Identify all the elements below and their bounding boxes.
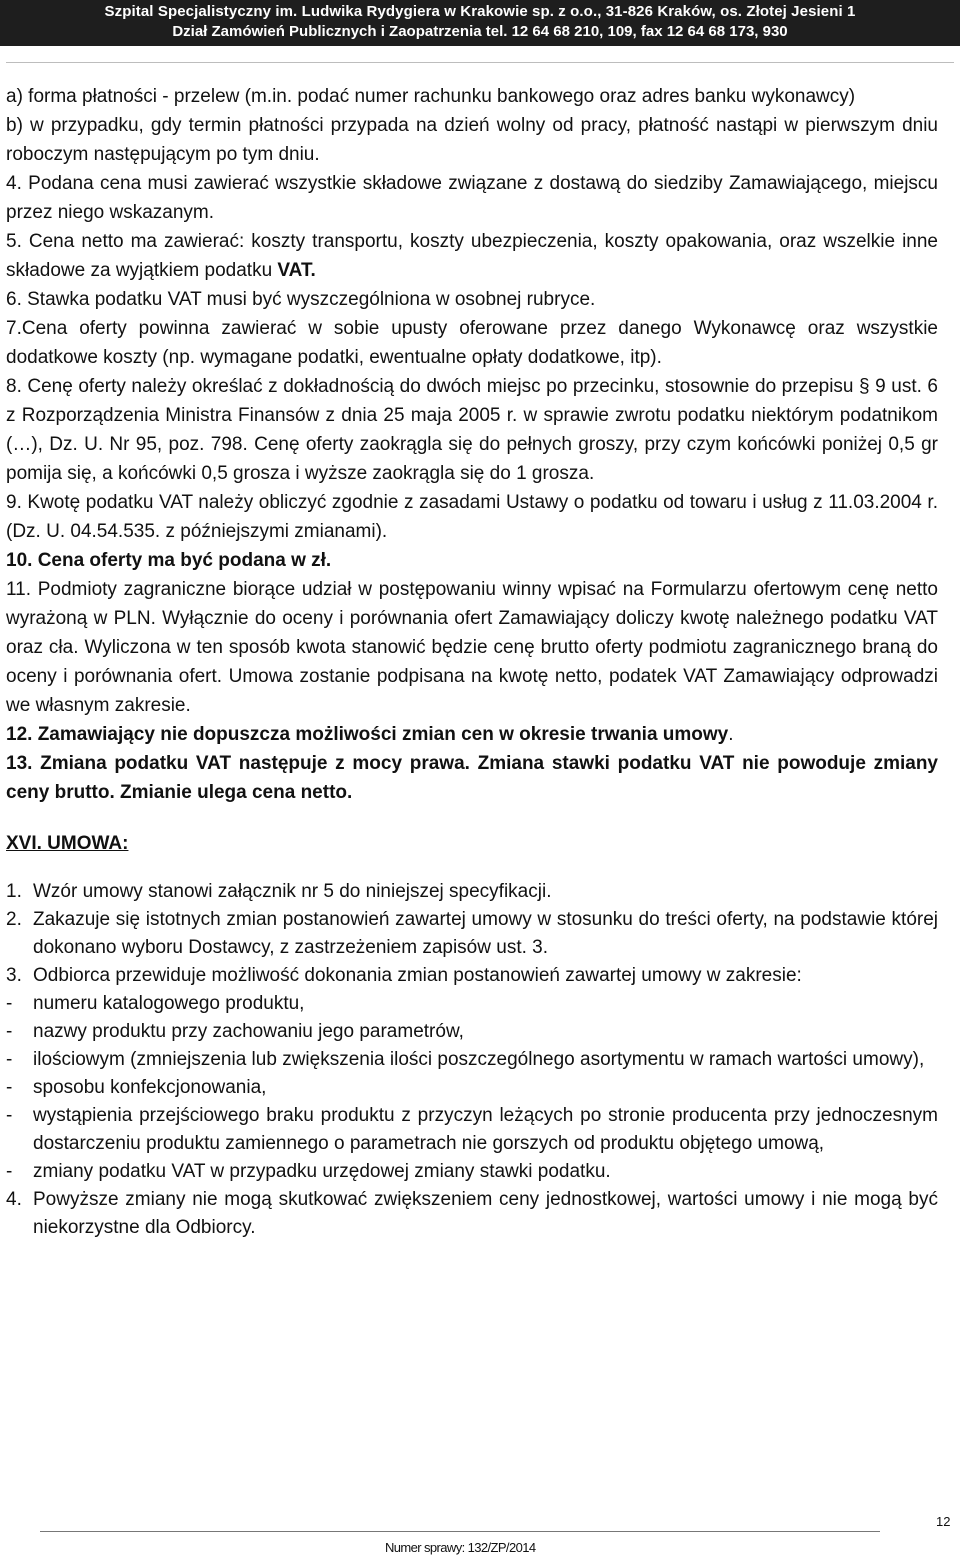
list-item-text: Zakazuje się istotnych zmian postanowień zawartej umowy w stosunku do treści oferty, na podstawie której dokonano wyboru Dostawcy, z zastrzeżeniem zapisów ust. 3. — [33, 909, 938, 958]
list-item — [6, 906, 938, 962]
dash-item-text: sposobu konfekcjonowania, — [33, 1077, 267, 1098]
paragraph-5-text: 5. Cena netto ma zawierać: koszty transportu, koszty ubezpieczenia, koszty opakowania, oraz wszelkie inne składowe za wyjątkiem podatku — [6, 231, 938, 281]
dash-item — [6, 1074, 938, 1102]
case-number: Numer sprawy: 132/ZP/2014 — [385, 1540, 536, 1555]
paragraph-a: a) forma płatności - przelew (m.in. podać numer rachunku bankowego oraz adres banku wykonawcy) — [6, 86, 856, 107]
paragraph-10: 10. Cena oferty ma być podana w zł. — [6, 550, 332, 571]
header-department-line: Dział Zamówień Publicznych i Zaopatrzenia tel. 12 64 68 210, 109, fax 12 64 68 173, 930 — [172, 23, 788, 40]
paragraph-6: 6. Stawka podatku VAT musi być wyszczególniona w osobnej rubryce. — [6, 289, 596, 310]
dash-marker: - — [6, 1021, 13, 1042]
dash-item-text: wystąpienia przejściowego braku produktu z przyczyn leżących po stronie producenta przy jednoczesnym dostarczeniu produktu zamiennego o parametrach nie gorszych od produktu objętego umową, — [33, 1105, 938, 1154]
paragraph-7: 7.Cena oferty powinna zawierać w sobie upusty oferowane przez danego Wykonawcę oraz wszystkie dodatkowe koszty (np. wymagane podatki, ewentualne opłaty dodatkowe, itp). — [6, 318, 938, 368]
dash-marker: - — [6, 1161, 13, 1182]
dash-item-text: ilościowym (zmniejszenia lub zwiększenia ilości poszczególnego asortymentu w ramach wartości umowy), — [33, 1049, 925, 1070]
dash-item-text: nazwy produktu przy zachowaniu jego parametrów, — [33, 1021, 464, 1042]
section-title-umowa: XVI. UMOWA: — [6, 833, 129, 854]
header-hospital-line: Szpital Specjalistyczny im. Ludwika Rydygiera w Krakowie sp. z o.o., 31-826 Kraków, os. Złotej Jesieni 1 — [104, 3, 856, 20]
paragraph-12-text: 12. Zamawiający nie dopuszcza możliwości zmian cen w okresie trwania umowy — [6, 724, 729, 745]
list-item-number: 4. — [6, 1189, 22, 1210]
dash-item — [6, 1102, 938, 1158]
paragraph-12 — [6, 720, 938, 749]
paragraph-9: 9. Kwotę podatku VAT należy obliczyć zgodnie z zasadami Ustawy o podatku od towaru i usług z 11.03.2004 r. (Dz. U. 04.54.535. z późniejszymi zmianami). — [6, 492, 938, 542]
document-body — [6, 82, 938, 1242]
dash-marker: - — [6, 993, 13, 1014]
paragraph-5 — [6, 227, 938, 285]
paragraph-11: 11. Podmioty zagraniczne biorące udział w postępowaniu winny wpisać na Formularzu ofertowym cenę netto wyrażoną w PLN. Wyłącznie do oceny i porównania ofert Zamawiający doliczy kwotę należnego podatku VAT oraz cła. Wyliczona w ten sposób kwota stanowić będzie cenę brutto oferty podmiotu zagranicznego braną do oceny i porównania ofert. Umowa zostanie podpisana na kwotę netto, podatek VAT Zamawiający odprowadzi we własnym zakresie. — [6, 579, 938, 716]
dash-marker: - — [6, 1077, 13, 1098]
list-item-number: 2. — [6, 909, 22, 930]
list-item — [6, 1186, 938, 1242]
paragraph-13: 13. Zmiana podatku VAT następuje z mocy prawa. Zmiana stawki podatku VAT nie powoduje zmiany ceny brutto. Zmianie ulega cena netto. — [6, 753, 938, 803]
list-item-number: 3. — [6, 965, 22, 986]
dash-item — [6, 1018, 938, 1046]
dash-marker: - — [6, 1105, 13, 1126]
dash-item-text: zmiany podatku VAT w przypadku urzędowej zmiany stawki podatku. — [33, 1161, 611, 1182]
list-item-number: 1. — [6, 881, 22, 902]
document-header — [0, 0, 960, 46]
dash-item — [6, 990, 938, 1018]
list-item — [6, 962, 938, 990]
dash-item-text: numeru katalogowego produktu, — [33, 993, 305, 1014]
paragraph-8: 8. Cenę oferty należy określać z dokładnością do dwóch miejsc po przecinku, stosownie do przepisu § 9 ust. 6 z Rozporządzenia Ministra Finansów z dnia 25 maja 2005 r. w sprawie zwrotu podatku niektórym podatnikom (…), Dz. U. Nr 95, poz. 798. Cenę oferty zaokrągla się do pełnych groszy, przy czym końcówki poniżej 0,5 gr pomija się, a końcówki 0,5 grosza i wyższe zaokrągla się do 1 grosza. — [6, 376, 938, 484]
list-item-text: Powyższe zmiany nie mogą skutkować zwiększeniem ceny jednostkowej, wartości umowy i nie mogą być niekorzystne dla Odbiorcy. — [33, 1189, 938, 1238]
list-item — [6, 878, 938, 906]
dash-item — [6, 1158, 938, 1186]
dash-item — [6, 1046, 938, 1074]
page-number: 12 — [936, 1514, 951, 1529]
paragraph-4: 4. Podana cena musi zawierać wszystkie składowe związane z dostawą do siedziby Zamawiającego, miejscu przez niego wskazanym. — [6, 173, 938, 223]
list-item-text: Odbiorca przewiduje możliwość dokonania zmian postanowień zawartej umowy w zakresie: — [33, 965, 802, 986]
header-divider — [6, 62, 954, 63]
paragraph-12-dot: . — [728, 724, 734, 745]
list-item-text: Wzór umowy stanowi załącznik nr 5 do niniejszej specyfikacji. — [33, 881, 552, 902]
paragraph-5-vat: VAT. — [277, 260, 316, 281]
paragraph-b: b) w przypadku, gdy termin płatności przypada na dzień wolny od pracy, płatność nastąpi w pierwszym dniu roboczym następującym po tym dniu. — [6, 115, 938, 165]
footer-divider — [40, 1531, 880, 1532]
dash-marker: - — [6, 1049, 13, 1070]
